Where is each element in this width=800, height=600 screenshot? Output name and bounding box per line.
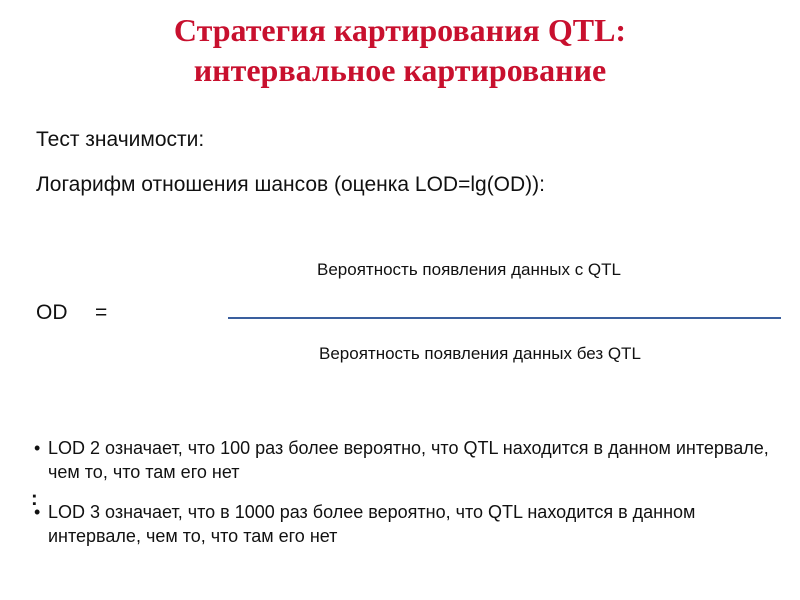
bullet-marker: • xyxy=(34,438,41,458)
bullet-item-lod3 xyxy=(34,500,774,548)
formula-denominator: Вероятность появления данных без QTL xyxy=(319,344,641,363)
fraction-divider-line xyxy=(228,317,781,319)
bullet-item-lod2 xyxy=(34,436,774,484)
bullet-text: LOD 3 означает, что в 1000 раз более вероятно, что QTL находится в данном интервале, чем то, что там его нет xyxy=(48,502,696,546)
slide-title xyxy=(0,10,800,90)
log-odds-label: Логарифм отношения шансов (оценка LOD=lg(OD)): xyxy=(36,173,546,196)
formula-numerator: Вероятность появления данных с QTL xyxy=(317,260,621,279)
bullet-marker: • xyxy=(34,502,41,522)
bullet-text: LOD 2 означает, что 100 раз более вероятно, что QTL находится в данном интервале, чем то, что там его нет xyxy=(48,438,769,482)
significance-test-label: Тест значимости: xyxy=(36,128,205,151)
slide-title-line-2: интервальное картирование xyxy=(193,52,607,88)
slide-title-line-1: Стратегия картирования QTL: xyxy=(173,12,627,48)
formula-lhs: OD xyxy=(36,301,68,324)
stray-colon: : xyxy=(31,488,38,510)
formula-equals-sign: = xyxy=(95,301,108,324)
